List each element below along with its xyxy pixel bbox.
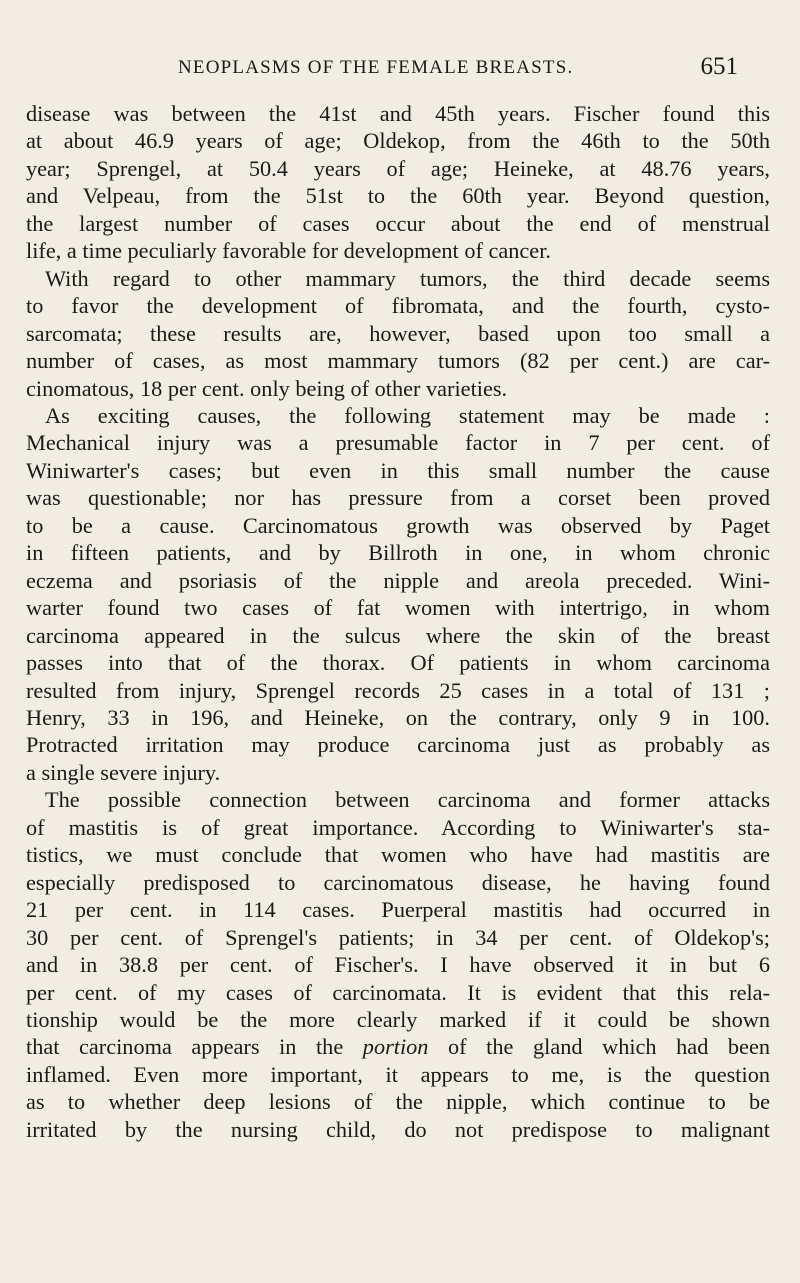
text-line: the largest number of cases occur about the end of menstrual — [26, 210, 770, 236]
text-line: Protracted irritation may produce carcinoma just as probably as — [26, 732, 770, 758]
paragraph — [26, 402, 770, 786]
text-line: 30 per cent. of Sprengel's patients; in 34 per cent. of Oldekop's; — [26, 924, 770, 950]
text-line: to be a cause. Carcinomatous growth was observed by Paget — [26, 512, 770, 538]
text-line: The possible connection between carcinoma and former attacks — [45, 787, 770, 813]
running-head: NEOPLASMS OF THE FEMALE BREASTS. — [178, 57, 574, 78]
text-segment: that carcinoma appears in the — [26, 1034, 363, 1060]
text-line: eczema and psoriasis of the nipple and areola preceded. Wini- — [26, 567, 770, 593]
text-line: at about 46.9 years of age; Oldekop, from the 46th to the 50th — [26, 128, 770, 154]
text-line: Winiwarter's cases; but even in this small number the cause — [26, 457, 770, 483]
text-line: cinomatous, 18 per cent. only being of other varieties. — [26, 375, 508, 401]
text-line: disease was between the 41st and 45th years. Fischer found this — [26, 101, 770, 126]
text-line: warter found two cases of fat women with intertrigo, in whom — [26, 595, 770, 621]
text-line: irritated by the nursing child, do not predispose to malignant — [26, 1116, 770, 1142]
page-header — [178, 53, 738, 87]
text-line: tionship would be the more clearly marked if it could be shown — [26, 1006, 770, 1032]
text-line: 21 per cent. in 114 cases. Puerperal mastitis had occurred in — [26, 897, 770, 923]
text-line: tistics, we must conclude that women who have had mastitis are — [26, 842, 770, 868]
text-line: carcinoma appeared in the sulcus where the skin of the breast — [26, 622, 770, 648]
text-line: and in 38.8 per cent. of Fischer's. I have observed it in but 6 — [26, 952, 770, 978]
text-line: life, a time peculiarly favorable for development of cancer. — [26, 238, 551, 264]
text-line — [26, 1033, 770, 1060]
text-line: inflamed. Even more important, it appears to me, is the question — [26, 1061, 770, 1087]
text-line: As exciting causes, the following statement may be made : — [45, 402, 770, 428]
paragraph — [26, 786, 770, 1143]
text-line: per cent. of my cases of carcinomata. It is evident that this rela- — [26, 979, 770, 1005]
text-line: a single severe injury. — [26, 759, 221, 785]
text-line: Mechanical injury was a presumable factor in 7 per cent. of — [26, 430, 770, 456]
text-line: of mastitis is of great importance. According to Winiwarter's sta- — [26, 814, 770, 840]
text-line: sarcomata; these results are, however, based upon too small a — [26, 320, 770, 346]
text-line: resulted from injury, Sprengel records 25 cases in a total of 131 ; — [26, 677, 770, 703]
italic-word: portion — [362, 1034, 429, 1060]
text-line: especially predisposed to carcinomatous disease, he having found — [26, 869, 770, 895]
body-text — [26, 100, 770, 1143]
text-line: year; Sprengel, at 50.4 years of age; Heineke, at 48.76 years, — [26, 155, 770, 181]
text-line: With regard to other mammary tumors, the third decade seems — [45, 265, 770, 291]
text-line: and Velpeau, from the 51st to the 60th year. Beyond question, — [26, 183, 770, 209]
text-line: passes into that of the thorax. Of patients in whom carcinoma — [26, 650, 770, 676]
text-line: Henry, 33 in 196, and Heineke, on the contrary, only 9 in 100. — [26, 704, 770, 730]
text-line: in fifteen patients, and by Billroth in one, in whom chronic — [26, 540, 770, 566]
text-line: to favor the development of fibromata, and the fourth, cysto- — [26, 293, 770, 319]
paragraph — [26, 265, 770, 402]
page-number: 651 — [700, 53, 738, 80]
paragraph — [26, 100, 770, 265]
text-segment: of the gland which had been — [428, 1034, 770, 1060]
text-line: number of cases, as most mammary tumors (82 per cent.) are car- — [26, 348, 770, 374]
text-line: as to whether deep lesions of the nipple, which continue to be — [26, 1089, 770, 1115]
text-line: was questionable; nor has pressure from a corset been proved — [26, 485, 770, 511]
